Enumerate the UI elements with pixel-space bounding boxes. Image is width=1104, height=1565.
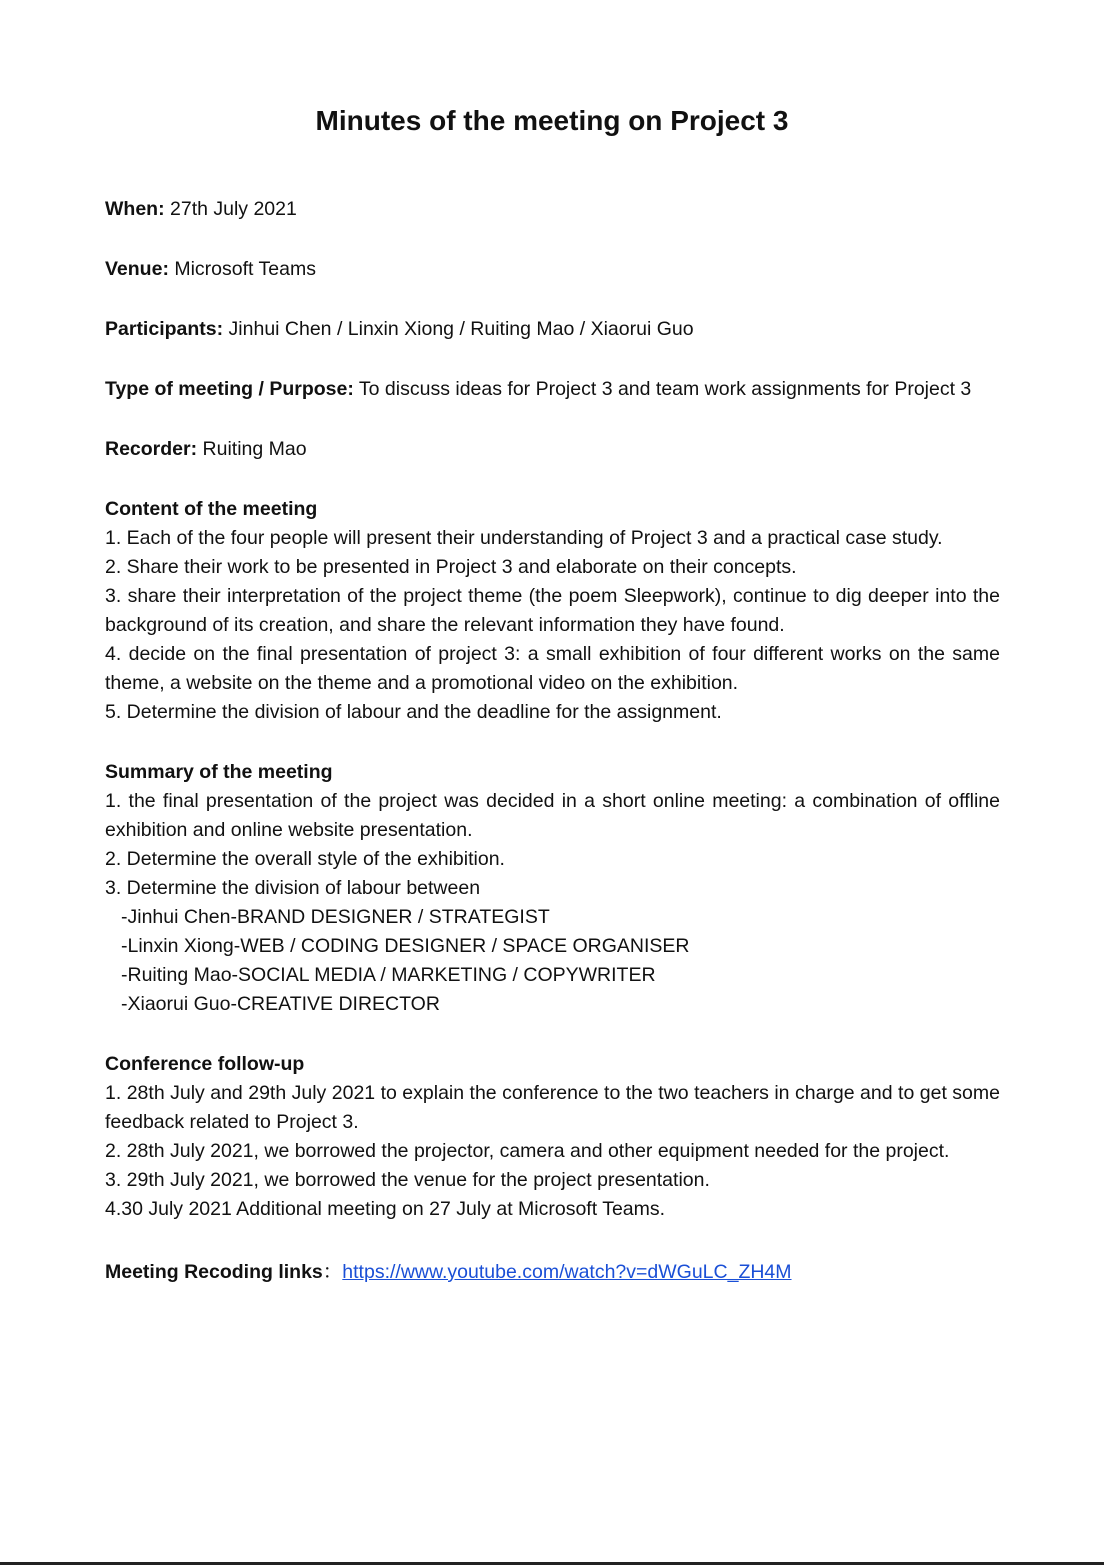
- field-when-value: 27th July 2021: [170, 198, 297, 220]
- field-when: [105, 195, 1000, 224]
- list-item: 2. Share their work to be presented in Project 3 and elaborate on their concepts.: [105, 556, 797, 578]
- content-heading: Content of the meeting: [105, 498, 318, 520]
- field-participants: [105, 315, 1000, 344]
- summary-heading: Summary of the meeting: [105, 761, 333, 783]
- role-item: -Ruiting Mao-SOCIAL MEDIA / MARKETING / COPYWRITER: [121, 964, 656, 986]
- list-item: 1. Each of the four people will present their understanding of Project 3 and a practical case study.: [105, 527, 943, 549]
- list-item: 3. 29th July 2021, we borrowed the venue for the project presentation.: [105, 1169, 710, 1191]
- field-purpose: [105, 375, 1000, 404]
- followup-section: [105, 1050, 1000, 1224]
- list-item: 5. Determine the division of labour and the deadline for the assignment.: [105, 701, 722, 723]
- recording-separator: ：: [322, 1261, 343, 1283]
- field-venue-value: Microsoft Teams: [174, 258, 316, 280]
- document-body: [105, 195, 1000, 1318]
- field-recorder: [105, 435, 1000, 464]
- list-item: 4.30 July 2021 Additional meeting on 27 July at Microsoft Teams.: [105, 1198, 666, 1220]
- list-item: 3. share their interpretation of the project theme (the poem Sleepwork), continue to dig deeper into the background of its creation, and share the relevant information they have found.: [105, 585, 1000, 636]
- summary-section: [105, 758, 1000, 1019]
- list-item: 1. 28th July and 29th July 2021 to explain the conference to the two teachers in charge and to get some feedback related to Project 3.: [105, 1082, 1000, 1133]
- list-item: 2. Determine the overall style of the exhibition.: [105, 848, 505, 870]
- field-when-label: When:: [105, 198, 165, 220]
- field-recorder-value: Ruiting Mao: [202, 438, 307, 460]
- field-recorder-label: Recorder:: [105, 438, 198, 460]
- role-item: -Linxin Xiong-WEB / CODING DESIGNER / SPACE ORGANISER: [121, 935, 690, 957]
- role-item: -Jinhui Chen-BRAND DESIGNER / STRATEGIST: [121, 906, 550, 928]
- list-item: 2. 28th July 2021, we borrowed the projector, camera and other equipment needed for the project.: [105, 1140, 950, 1162]
- field-venue-label: Venue:: [105, 258, 169, 280]
- field-purpose-label: Type of meeting / Purpose:: [105, 378, 354, 400]
- role-item: -Xiaorui Guo-CREATIVE DIRECTOR: [121, 993, 440, 1015]
- field-venue: [105, 255, 1000, 284]
- list-item: 1. the final presentation of the project was decided in a short online meeting: a combination of offline exhibition and online website presentation.: [105, 790, 1000, 841]
- followup-heading: Conference follow-up: [105, 1053, 305, 1075]
- field-participants-value: Jinhui Chen / Linxin Xiong / Ruiting Mao / Xiaorui Guo: [228, 318, 694, 340]
- document-title: Minutes of the meeting on Project 3: [315, 105, 789, 136]
- list-item: 4. decide on the final presentation of project 3: a small exhibition of four different works on the same theme, a website on the theme and a promotional video on the exhibition.: [105, 643, 1000, 694]
- field-purpose-value: To discuss ideas for Project 3 and team work assignments for Project 3: [358, 378, 972, 400]
- list-item: 3. Determine the division of labour between: [105, 877, 481, 899]
- content-section: [105, 495, 1000, 727]
- recording-row: [105, 1258, 1000, 1287]
- field-participants-label: Participants:: [105, 318, 224, 340]
- recording-link[interactable]: https://www.youtube.com/watch?v=dWGuLC_ZH4M: [342, 1261, 792, 1283]
- recording-label: Meeting Recoding links: [105, 1261, 323, 1283]
